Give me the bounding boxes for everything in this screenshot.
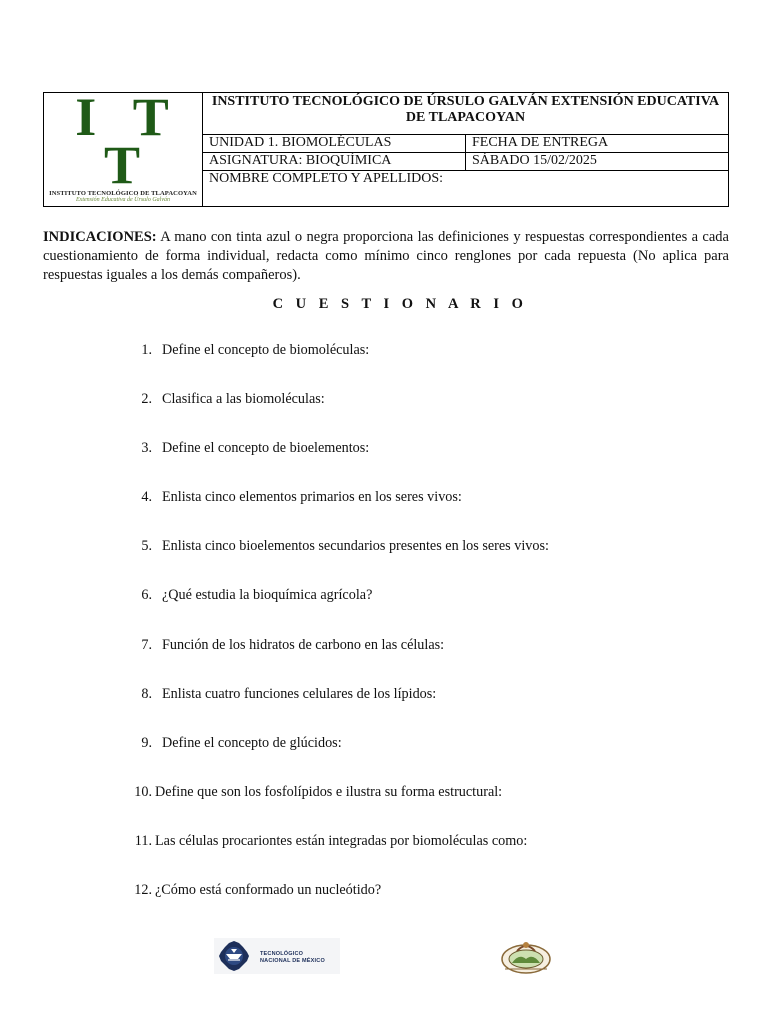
question-number: 12. (134, 882, 152, 899)
question-item (124, 439, 549, 488)
student-name-field: NOMBRE COMPLETO Y APELLIDOS: (203, 171, 729, 207)
question-number: 10. (134, 783, 152, 800)
logo-extension-name: Extensión Educativa de Úrsulo Galván (76, 197, 170, 203)
question-number: 3. (141, 440, 152, 457)
question-item (124, 685, 549, 734)
question-number: 2. (141, 391, 152, 408)
instructions-text: A mano con tinta azul o negra proporciona las definiciones y respuestas correspondientes a cada cuestionamiento de forma individual, redacta como mínimo cinco renglones por cada repuesta (No aplica para respuestas iguales a los demás compañeros). (43, 229, 729, 283)
question-text: Enlista cuatro funciones celulares de los lípidos: (162, 685, 437, 702)
institution-title: INSTITUTO TECNOLÓGICO DE ÚRSULO GALVÁN EXTENSIÓN EDUCATIVA DE TLAPACOYAN (203, 93, 729, 135)
question-item (124, 734, 549, 783)
tecnm-logo (214, 938, 340, 979)
question-text: ¿Qué estudia la bioquímica agrícola? (162, 587, 373, 604)
logo-institution-name: INSTITUTO TECNOLÓGICO DE TLAPACOYAN (49, 190, 197, 197)
question-item (124, 783, 549, 832)
logo-cell (44, 87, 203, 207)
tecnm-text-block (260, 951, 325, 964)
due-date-label: FECHA DE ENTREGA (466, 135, 729, 153)
question-item (124, 586, 549, 635)
unit-field: UNIDAD 1. BIOMOLÉCULAS (203, 135, 466, 153)
question-text: ¿Cómo está conformado un nucleótido? (155, 882, 382, 899)
instructions-paragraph (43, 228, 729, 285)
tecnm-line1: TECNOLÓGICO (260, 951, 304, 957)
question-item (124, 881, 549, 930)
question-number: 1. (141, 342, 152, 358)
question-number: 5. (141, 538, 152, 555)
instructions-label: INDICACIONES: (43, 229, 157, 245)
tecnm-line2: NACIONAL DE MÉXICO (260, 957, 325, 964)
seal-emblem-icon (499, 939, 553, 975)
question-number: 11. (134, 832, 152, 849)
question-number: 8. (141, 685, 152, 702)
question-text: Clasifica a las biomoléculas: (162, 391, 325, 408)
logo-letters: I T T (75, 87, 181, 195)
question-item (124, 488, 549, 537)
question-item (124, 390, 549, 439)
question-number: 9. (141, 734, 152, 751)
question-text: Enlista cinco bioelementos secundarios presentes en los seres vivos: (162, 538, 549, 555)
question-text: Define el concepto de bioelementos: (162, 440, 370, 457)
question-item (124, 537, 549, 586)
question-text: Función de los hidratos de carbono en las células: (162, 636, 445, 653)
question-list (124, 341, 549, 930)
header-table (43, 87, 729, 207)
subject-field: ASIGNATURA: BIOQUÍMICA (203, 153, 466, 171)
itt-logo (44, 87, 202, 204)
question-item (124, 832, 549, 881)
question-number: 6. (141, 587, 152, 604)
question-item (124, 636, 549, 685)
question-number: 4. (141, 489, 152, 506)
question-text: Define que son los fosfolípidos e ilustra su forma estructural: (155, 783, 503, 800)
question-item (124, 341, 549, 390)
question-text: Las células procariontes están integradas por biomoléculas como: (155, 832, 528, 849)
question-text: Define el concepto de glúcidos: (162, 734, 342, 751)
question-text: Define el concepto de biomoléculas: (162, 342, 370, 358)
due-date-value: SÁBADO 15/02/2025 (466, 153, 729, 171)
question-text: Enlista cinco elementos primarios en los seres vivos: (162, 489, 462, 506)
institute-seal (499, 939, 553, 980)
questionnaire-title: C U E S T I O N A R I O (272, 296, 528, 312)
question-number: 7. (141, 636, 152, 653)
